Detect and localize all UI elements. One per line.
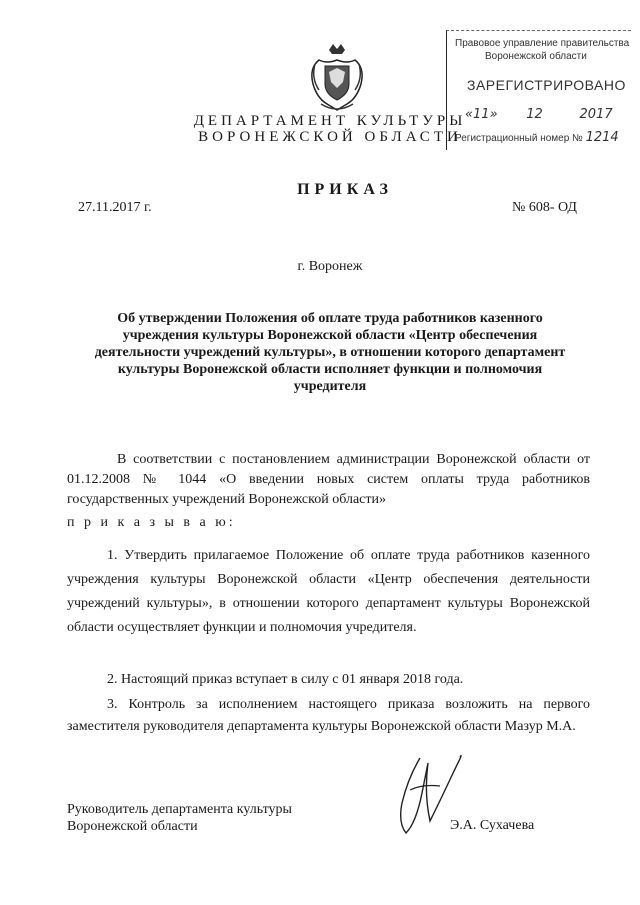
stamp-organization: Правовое управление правительства Воронежской области xyxy=(455,38,630,62)
stamp-reg-number: Регистрационный номер № 1214 xyxy=(455,130,619,145)
stamp-date: «11» 12 2017 xyxy=(465,107,613,122)
document-type: ПРИКАЗ xyxy=(297,181,393,198)
coat-of-arms-emblem xyxy=(307,42,367,116)
signatory-name: Э.А. Сухачева xyxy=(450,818,535,833)
intro-paragraph: В соответствии с постановлением администрации Воронежской области от 01.12.2008 № 1044 «О введении новых систем оплаты труда работников государственных учреждений Воронежской области» xyxy=(67,452,590,507)
department-name-line1: ДЕПАРТАМЕНТ КУЛЬТУРЫ xyxy=(193,113,467,129)
order-item-3: 3. Контроль за исполнением настоящего приказа возложить на первого заместителя руководителя департамента культуры Воронежской области Мазур М.А. xyxy=(67,697,590,734)
order-item-2: 2. Настоящий приказ вступает в силу с 01 января 2018 года. xyxy=(107,672,464,687)
department-name-line2: ВОРОНЕЖСКОЙ ОБЛАСТИ xyxy=(198,129,462,145)
document-city: г. Воронеж xyxy=(297,259,363,274)
order-item-1: 1. Утвердить прилагаемое Положение об оплате труда работников казенного учреждения культуры Воронежской области «Центр обеспечения деятельности учреждений культуры», в отношении которого департамент культуры Воронежской области осуществляет функции и полномочия учредителя. xyxy=(67,548,590,635)
signatory-title: Руководитель департамента культуры Воронежской области xyxy=(67,802,292,834)
document-date: 27.11.2017 г. xyxy=(78,200,152,215)
document-title: Об утверждении Положения об оплате труда работников казенного учреждения культуры Воронежской области «Центр обеспечения деятельности учреждений культуры», в отношении которого департамент культуры Воронежской области исполняет функции и полномочия учредителя xyxy=(94,311,566,394)
order-word: п р и к а з ы в а ю: xyxy=(67,515,236,530)
stamp-status: ЗАРЕГИСТРИРОВАНО xyxy=(467,77,626,93)
document-number: № 608- ОД xyxy=(512,200,577,215)
